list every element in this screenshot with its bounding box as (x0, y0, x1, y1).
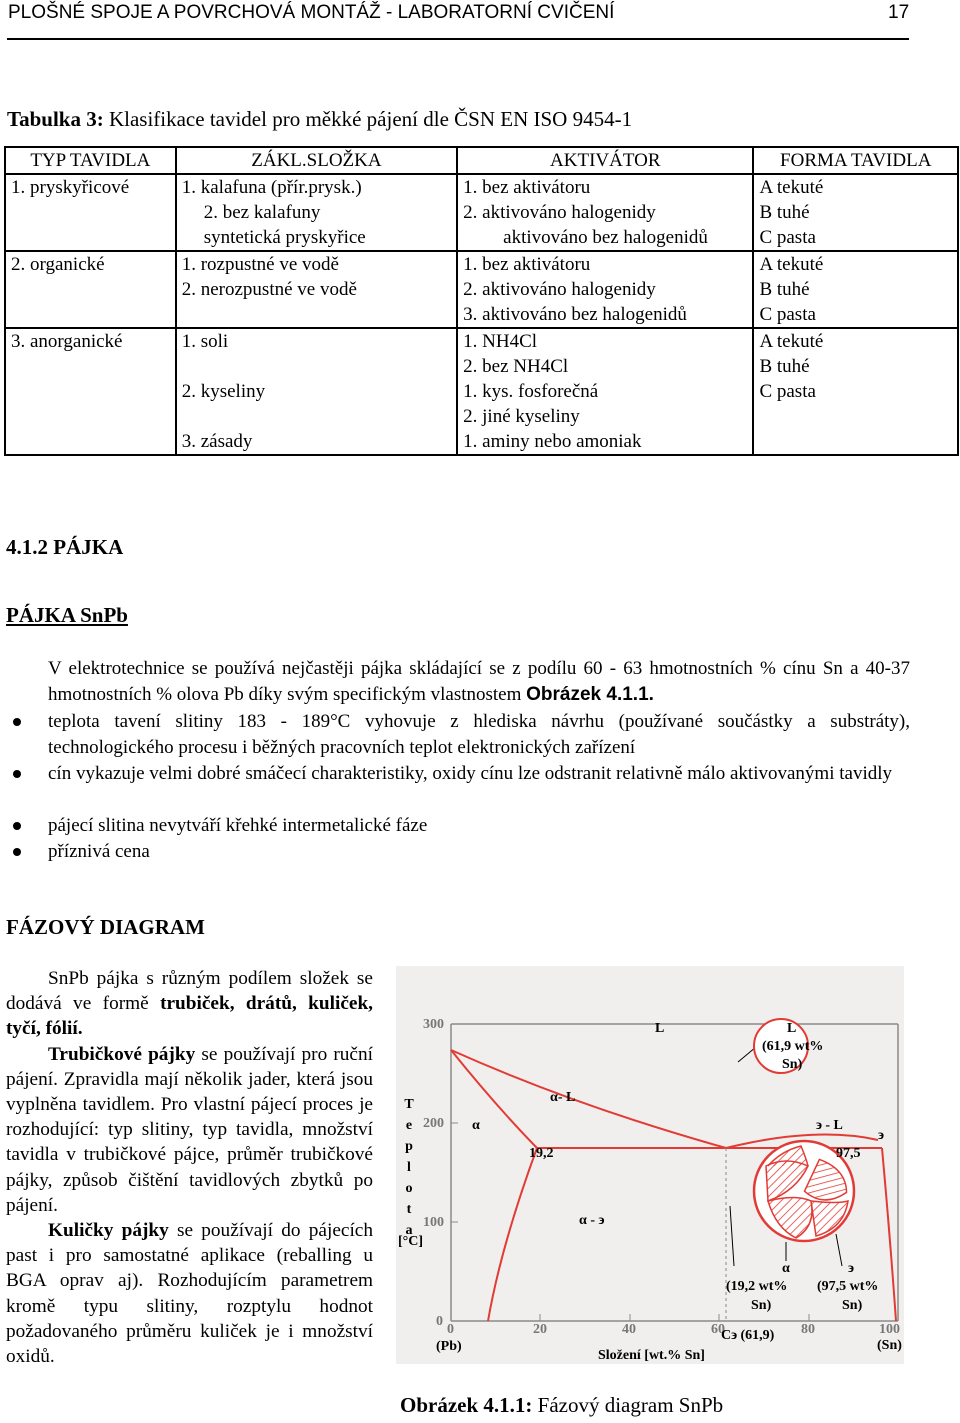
value-97-5: 97,5 (836, 1146, 861, 1161)
cell-line: 2. bez kalafuny (203, 202, 321, 223)
cell-line: A tekuté (759, 331, 824, 352)
table-row (5, 174, 958, 251)
cell-line: A tekuté (759, 254, 824, 275)
cell-line: 2. jiné kyseliny (463, 406, 580, 427)
phase-diagram (396, 966, 904, 1364)
x-left-label: (Pb) (436, 1339, 462, 1354)
section-heading: 4.1.2 PÁJKA (6, 535, 124, 559)
cell-type (5, 174, 176, 251)
cell-line: B tuhé (759, 356, 810, 377)
phase-diagram-heading: FÁZOVÝ DIAGRAM (6, 915, 205, 939)
cell-text: 3. anorganické (11, 331, 123, 352)
paragraph (6, 966, 373, 1042)
table-row (5, 251, 958, 328)
y-tick-label: 100 (423, 1215, 444, 1230)
region-alpha-beta: α - ϶ (579, 1213, 605, 1228)
cell-activator (457, 251, 753, 328)
liquid-note-1: L (787, 1021, 797, 1036)
text: se používají pro ruční pájení. Zpravidla mají několik jader, která jsou vyplněna tavidlem. Pro vlastní pájecí proces je rozhodující: typ slitiny, typ tavidla, množství tavidla v trubičkové pájce, průměr trubičkové pájky, způsob čištění tavidlových zbytků po pájení. (6, 1043, 373, 1216)
paragraph (6, 1042, 373, 1218)
cell-line: C pasta (759, 304, 816, 325)
cell-spacer (182, 404, 451, 429)
eutectic-composition: C϶ (61,9) (721, 1328, 775, 1343)
y-tick-label: 300 (423, 1017, 444, 1032)
x-tick-label: 40 (622, 1322, 636, 1337)
cell-text: 1. pryskyřicové (11, 177, 130, 198)
liquid-note-2: (61,9 wt% (762, 1039, 824, 1054)
figure-reference: Obrázek 4.1.1. (526, 684, 654, 705)
bullet-icon (13, 848, 21, 856)
grain (811, 1201, 848, 1236)
cell-line: C pasta (759, 381, 816, 402)
solvus-right (882, 1148, 896, 1321)
y-letter: e (405, 1118, 413, 1133)
running-header-title: PLOŠNÉ SPOJE A POVRCHOVÁ MONTÁŽ - LABORATORNÍ CVIČENÍ (8, 2, 615, 23)
alpha-note-1: α (782, 1261, 790, 1276)
y-letter: t (406, 1202, 412, 1217)
y-tick-label: 0 (436, 1314, 443, 1329)
bullet-icon (13, 770, 21, 778)
figure-caption-label: Obrázek 4.1.1: (400, 1393, 533, 1417)
cell-spacer (182, 354, 451, 379)
bullet-item: cín vykazuje velmi dobré smáčecí charakteristiky, oxidy cínu lze odstranit relativně málo aktivovanými tavidly (48, 763, 892, 784)
cell-line: 1. aminy nebo amoniak (463, 431, 642, 452)
cell-line: B tuhé (759, 279, 810, 300)
cell-line: 1. bez aktivátoru (463, 177, 591, 198)
cell-line: 1. rozpustné ve vodě (181, 254, 339, 275)
cell-type (5, 328, 176, 455)
figure-caption-text: Fázový diagram SnPb (532, 1393, 724, 1417)
table-row (5, 328, 958, 455)
cell-base (176, 251, 457, 328)
cell-line: 2. aktivováno halogenidy (463, 202, 656, 223)
beta-note-1: ϶ (848, 1261, 854, 1276)
figure-caption (400, 1393, 723, 1418)
page-number: 17 (888, 2, 910, 23)
cell-type (5, 251, 176, 328)
table-caption (7, 107, 632, 132)
text: se používají do pájecích past i pro samostatné aplikace (reballing u BGA oprav aj). Rozhodujícím parametrem kromě typu slitiny, rozptylu hodnot požadovaného průměru kuliček je i množství oxidů. (6, 1220, 374, 1368)
region-beta: ϶ (878, 1128, 884, 1143)
cell-activator (457, 174, 753, 251)
cell-base (176, 328, 457, 455)
y-unit: [°C] (398, 1234, 424, 1249)
text-bold: trubiček, drátů, kuliček, tyčí, fólií. (6, 993, 373, 1040)
cell-line: 2. kyseliny (181, 381, 266, 402)
solidus-left (451, 1050, 537, 1148)
intro-text: V elektrotechnice se používá nejčastěji pájka skládající se z podílu 60 - 63 hmotnostních % cínu Sn a 40-37 hmotnostních % olova Pb díky svým specifickým vlastnostem (48, 658, 910, 705)
value-19-2: 19,2 (529, 1146, 554, 1161)
cell-activator (457, 328, 753, 455)
solvus-left (488, 1148, 537, 1321)
y-tick-label: 200 (423, 1116, 444, 1131)
cell-line: 2. nerozpustné ve vodě (181, 279, 357, 300)
solder-forms-text (6, 966, 373, 1369)
table-header-row (5, 147, 958, 174)
cell-line: 3. zásady (181, 431, 253, 452)
beta-note-2: (97,5 wt% (817, 1279, 879, 1294)
flux-classification-table (4, 146, 959, 456)
intro-paragraph (48, 656, 910, 708)
text-bold: Trubičkové pájky (48, 1043, 196, 1065)
text: SnPb pájka s různým podílem složek se dodává ve formě (6, 968, 373, 1015)
header-base: ZÁKL.SLOŽKA (176, 147, 457, 174)
header-type: TYP TAVIDLA (5, 147, 176, 174)
y-letter: a (405, 1223, 413, 1238)
alpha-note-3: Sn) (751, 1298, 772, 1313)
cell-line: aktivováno bez halogenidů (503, 227, 708, 248)
x-axis-label: Složení [wt.% Sn] (598, 1348, 705, 1363)
region-alpha: α (472, 1118, 480, 1133)
y-letter: l (407, 1160, 411, 1175)
paragraph (6, 1218, 373, 1369)
cell-base (176, 174, 457, 251)
y-axis-label (402, 1094, 416, 1241)
table-caption-label: Tabulka 3: (7, 107, 104, 131)
cell-line: 2. aktivováno halogenidy (463, 279, 656, 300)
x-tick-label: 100 (879, 1322, 900, 1337)
y-letter: p (405, 1139, 413, 1154)
cell-form (753, 251, 958, 328)
header-form: FORMA TAVIDLA (753, 147, 958, 174)
x-right-label: (Sn) (877, 1338, 902, 1353)
subsection-heading: PÁJKA SnPb (6, 603, 128, 627)
cell-line: 1. bez aktivátoru (463, 254, 591, 275)
cell-line: C pasta (759, 227, 816, 248)
x-tick-label: 80 (801, 1322, 815, 1337)
phase-diagram-svg (396, 966, 904, 1364)
cell-line: 1. NH4Cl (463, 331, 538, 352)
x-tick-label: 0 (447, 1322, 454, 1337)
bullet-item: příznivá cena (48, 841, 150, 862)
alpha-note-2: (19,2 wt% (726, 1279, 788, 1294)
region-beta-liquid: ϶ - L (816, 1118, 843, 1133)
header-rule (7, 38, 909, 40)
y-letter: o (405, 1181, 413, 1196)
cell-line: B tuhé (759, 202, 810, 223)
y-letter: T (404, 1097, 414, 1112)
cell-line: 3. aktivováno bez halogenidů (463, 304, 687, 325)
region-alpha-liquid: α- L (550, 1090, 576, 1105)
cell-line: 2. bez NH4Cl (463, 356, 569, 377)
x-tick-label: 60 (711, 1322, 725, 1337)
header-activator: AKTIVÁTOR (457, 147, 753, 174)
liquid-note-3: Sn) (782, 1057, 803, 1072)
cell-line: 1. kalafuna (přír.prysk.) (181, 177, 362, 198)
leader-line (730, 1206, 734, 1266)
cell-line: A tekuté (759, 177, 824, 198)
beta-note-3: Sn) (842, 1298, 863, 1313)
leader-line (836, 1234, 842, 1266)
bullet-item: teplota tavení slitiny 183 - 189°C vyhovuje z hlediska návrhu (používané součástky a substráty), technologického procesu i běžných pracovních teplot elektronických zařízení (48, 711, 910, 758)
cell-form (753, 328, 958, 455)
table-caption-text: Klasifikace tavidel pro měkké pájení dle ČSN EN ISO 9454-1 (103, 107, 633, 131)
cell-line: syntetická pryskyřice (203, 227, 366, 248)
cell-form (753, 174, 958, 251)
cell-line: 1. kys. fosforečná (463, 381, 599, 402)
cell-line: 1. soli (181, 331, 229, 352)
bullet-item: pájecí slitina nevytváří křehké intermetalické fáze (48, 815, 428, 836)
region-liquid: L (655, 1021, 665, 1036)
cell-text: 2. organické (11, 254, 105, 275)
text-bold: Kuličky pájky (48, 1220, 169, 1242)
x-tick-label: 20 (533, 1322, 547, 1337)
bullet-icon (13, 822, 21, 830)
bullet-icon (13, 718, 21, 726)
